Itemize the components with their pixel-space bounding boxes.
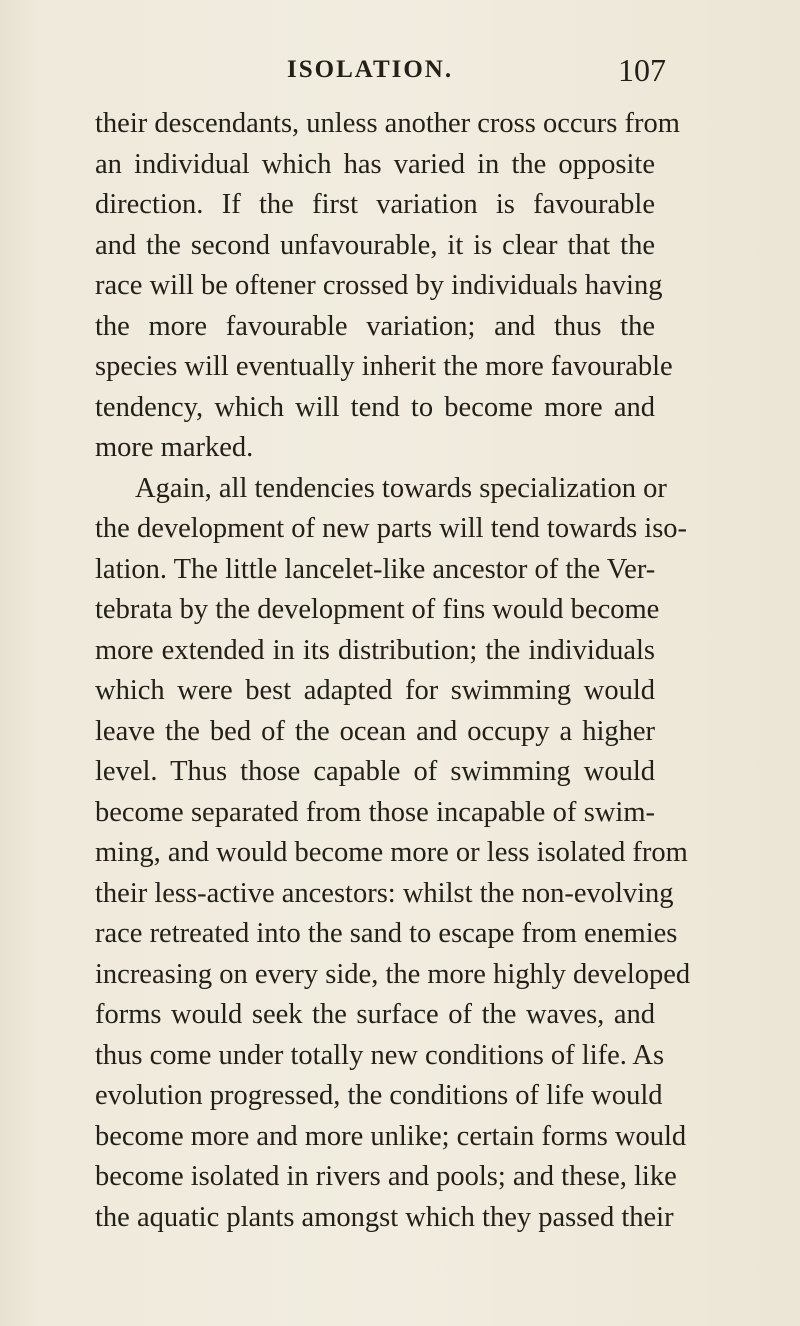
text-line: the development of new parts will tend towards iso- (95, 513, 688, 544)
text-line: which were best adapted for swimming would (95, 675, 655, 706)
text-line: become more and more unlike; certain forms would (95, 1120, 687, 1152)
text-line: the more favourable variation; and thus the (95, 310, 655, 342)
text-line: become isolated in rivers and pools; and these, like (95, 1161, 677, 1192)
text-line: increasing on every side, the more highly developed (95, 958, 691, 990)
text-line: leave the bed of the ocean and occupy a higher (95, 715, 655, 747)
text-line: thus come under totally new conditions of life. As (95, 1039, 665, 1071)
text-line: more marked. (95, 432, 254, 463)
text-line: level. Thus those capable of swimming would (95, 756, 655, 787)
body-text (95, 104, 691, 1238)
text-line: lation. The little lancelet-like ancestor of the Ver- (95, 553, 656, 585)
text-line: the aquatic plants amongst which they passed their (95, 1201, 674, 1233)
text-line: more extended in its distribution; the individuals (95, 634, 655, 666)
text-line: their descendants, unless another cross occurs from (95, 108, 680, 139)
text-line: species will eventually inherit the more favourable (95, 351, 673, 382)
text-line: their less-active ancestors: whilst the non-evolving (95, 877, 674, 909)
page-number: 107 (618, 52, 666, 88)
text-line: race retreated into the sand to escape from enemies (95, 918, 678, 949)
text-line: direction. If the first variation is favourable (95, 189, 655, 220)
text-line: Again, all tendencies towards specialization or (135, 472, 667, 504)
text-line: evolution progressed, the conditions of life would (95, 1080, 663, 1111)
text-line: tendency, which will tend to become more and (95, 391, 655, 423)
text-line: an individual which has varied in the opposite (95, 148, 655, 180)
text-line: tebrata by the development of fins would become (95, 594, 660, 625)
text-line: race will be oftener crossed by individuals having (95, 270, 663, 301)
text-line: ming, and would become more or less isolated from (95, 837, 688, 868)
text-line: become separated from those incapable of swim- (95, 796, 655, 828)
text-line: and the second unfavourable, it is clear that the (95, 229, 655, 261)
text-line: forms would seek the surface of the waves, and (95, 999, 655, 1030)
page-header (0, 52, 800, 92)
running-head: ISOLATION. (287, 56, 454, 83)
